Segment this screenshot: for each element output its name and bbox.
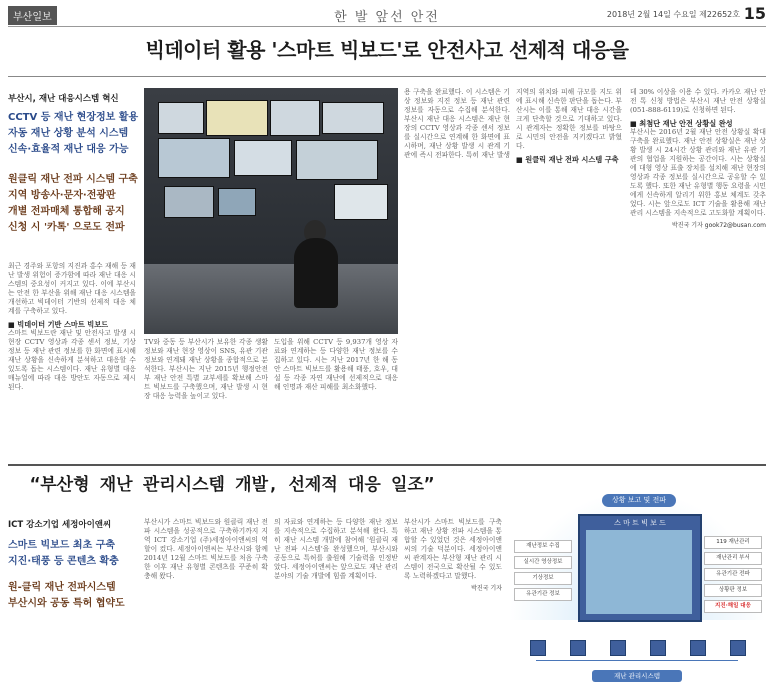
article1-label: 부산시, 재난 대응시스템 혁신 [8,94,119,104]
map-display [586,530,692,614]
source-box: 유관기관 정보 [514,588,572,601]
article2-column-2 [274,518,398,690]
server-icon [570,640,586,656]
subhead: 개별 전파매체 통합해 공지 [8,206,125,217]
article-divider [8,464,766,466]
subhead: 신청 시 '카톡' 으로도 전파 [8,222,125,233]
article2-headline: “부산형 재난 관리시스템 개발, 선제적 대응 일조” [30,475,435,495]
paragraph: 데 30% 이상을 이용 수 있다. 카카오 재난 안전 톡 신청 방법은 부산시 재난 안전 상황실(051-888-6119)로 신청하면 된다. [630,88,766,114]
paragraph: 부산시는 2016년 2월 재난 안전 상황실 확대 구축을 완료했다. 재난 안전 상황실은 재난 상황 발생 시 24시간 상황 관리와 재난 유관 기관의 협업을 지원하는 공간이다. 시는 상황실에 대형 영상 표출 장치를 설치해 재난 현장의 영상과 각종 정보를 실시간으로 공유할 수 있도록 했다. 또한 재난 유형별 행동 요령을 시민에게 신속하게 알리기 위한 홍보 체계도 갖추었다. 시는 앞으로도 ICT 기술을 활용해 재난 관리 시스템을 지속적으로 고도화할 계획이다. [630,128,766,217]
column-subhead: ■ 원클릭 재난 전파 시스템 구축 [516,155,619,164]
article2-column-1 [144,518,268,690]
subhead: 스마트 빅보드 최초 구축 [8,540,116,551]
diagram-top-label: 상황 보고 및 전파 [602,494,676,507]
article2-label: ICT 강소기업 세정아이앤씨 [8,520,112,530]
board-label: 스 마 트 빅 보 드 [614,519,666,527]
section-name: 부산일보 [8,6,57,25]
column-subhead: ■ 빅데이터 기반 스마트 빅보드 [8,320,109,329]
source-box: 기상정보 [514,572,572,585]
target-box: 상황판 정보 [704,584,762,597]
article1-column-4 [404,88,622,462]
section-slogan: 한 발 앞선 안전 [334,10,440,25]
subhead: 자동 재난 상황 분석 시스템 [8,128,129,139]
paragraph: 용 구축을 완료했다. 이 시스템은 기상 정보와 지진 정보 등 재난 관련 정보를 자동으로 수집해 분석한다. 부산시 재난 대응 시스템은 재난 현장의 CCTV 영상과 각종 센서 정보를 실시간으로 연계해 한 화면에 표시하며, 재난 상황 발생 시 관계 기관에 즉시 전파한다. 특히 재난 발생 지역의 위치와 피해 규모를 지도 위에 표시해 신속한 판단을 돕는다. 부산시는 이를 통해 재난 대응 시간을 크게 단축할 것으로 기대하고 있다. 시 관계자는 정확한 정보를 바탕으로 시민의 안전을 지키겠다고 밝혔다. [404,88,622,159]
paragraph: 도입을 위해 CCTV 등 9,937개 영상 자료와 연계하는 등 다양한 재난 정보를 수집하고 있다. 시는 지난 2017년 한 해 동안 스마트 빅보드를 활용해 태풍, 호우, 대설 등 각종 자연 재난에 선제적으로 대응해 인명과 재산 피해를 최소화했다. [274,338,398,391]
system-diagram [508,490,766,684]
target-box: 재난관리 부서 [704,552,762,565]
paragraph: 부산시가 스마트 빅보드와 원클릭 재난 전파 시스템을 성공적으로 구축하기까지 지역 ICT 강소기업 (주)세정아이앤씨의 역할이 컸다. 세정아이앤씨는 부산시와 함께 2014년 12월 스마트 빅보드를 처음 구축한 이후 재난 유형별 콘텐츠를 꾸준히 확충해 왔다. [144,518,268,580]
subhead: 원-클릭 재난 전파시스템 [8,582,116,593]
article1-column-3 [274,338,398,462]
subhead: CCTV 등 재난 현장정보 활용 [8,112,139,123]
subhead: 원클릭 재난 전파 시스템 구축 [8,174,138,185]
paragraph: 의 자료와 연계하는 등 다양한 재난 정보를 지속적으로 수집하고 분석해 왔다. 특히 재난 시스템 개발에 참여해 '원클릭 재난 전파 시스템'을 완성했으며, 부산시와 공동으로 특허를 출원해 기술력을 인정받았다. 세정아이앤씨는 앞으로도 재난 관리 분야의 기술 개발에 힘쓸 계획이다. [274,518,398,580]
subhead: 지진·태풍 등 콘텐츠 확충 [8,556,119,567]
article2-subheads [8,538,125,612]
divider [8,76,766,77]
article1-headline: 빅데이터 활용 '스마트 빅보드'로 안전사고 선제적 대응을 [145,38,629,62]
page-number: 15 [743,4,766,23]
server-icon [730,640,746,656]
diagram-bottom-label: 재난 관리시스템 [592,670,682,682]
paragraph: TV와 중동 등 부산시가 보유한 각종 생활 정보와 재난 현장 영상이 SNS, 유관 기관 정보와 연계돼 재난 상황을 종합적으로 분석한다. 부산시는 지난 2015년 행정안전부 재난 안전 특별 교부세를 확보해 스마트 빅보드를 구축했으며, 재난 발생 시 현장 대응 능력을 높이고 있다. [144,338,268,400]
source-box: 재난정보 수집 [514,540,572,553]
paragraph: 스마트 빅보드란 재난 및 안전사고 발생 시 현장 CCTV 영상과 각종 센서 정보, 기상 정보 등 재난 관련 정보를 한 화면에 표시해 재난 상황을 신속하게 분석하고 대응할 수 있도록 돕는 시스템이다. 재난 유형별 대응 매뉴얼에 따라 대응 방안도 자동으로 제시된다. [8,329,136,391]
subhead: 지역 방송사·문자·전광판 [8,190,116,201]
article1-subheads-brown [8,172,138,236]
target-box: 유관기관 전파 [704,568,762,581]
subhead: 부산시와 공동 특허 협약도 [8,598,125,609]
target-box: 지진·해일 대응 [704,600,762,613]
paragraph: 부산시가 스마트 빅보드를 구축하고 재난 상황 전파 시스템을 통합할 수 있었던 것은 세정아이앤씨의 기술 덕분이다. 세정아이앤씨 관계자는 부산형 재난 관리 시스템이 전국으로 확산될 수 있도록 노력하겠다고 말했다. [404,518,502,580]
article1-column-1 [8,262,136,462]
control-room-photo [144,88,398,334]
byline: 박진국 기자 [471,585,502,592]
server-icon [650,640,666,656]
source-box: 실시간 영상정보 [514,556,572,569]
masthead [8,4,766,27]
article1-subheads-blue [8,110,138,158]
issue-date: 2018년 2월 14일 수요일 제22652호 [606,10,740,19]
article2-column-3 [404,518,502,690]
server-icon [530,640,546,656]
article1-column-5 [630,88,766,462]
column-subhead: ■ 최첨단 재난 안전 상황실 완성 [630,119,733,128]
article1-column-2 [144,338,268,462]
server-icon [610,640,626,656]
server-icon [690,640,706,656]
target-box: 119 재난관리 [704,536,762,549]
byline: 박진국 기자 gook72@busan.com [672,222,766,229]
subhead: 신속·효율적 재난 대응 가능 [8,144,129,155]
smart-bigboard [578,514,702,622]
paragraph: 최근 경주와 포항의 지진과 홍수 재해 등 재난 발생 위험이 증가함에 따라 재난 대응 시스템의 중요성이 커지고 있다. 이에 부산시는 안전 한 부산을 위해 재난 대응 시스템을 개선하고 빅데이터 기반의 선제적 대응 체계를 구축하고 있다. [8,262,136,315]
